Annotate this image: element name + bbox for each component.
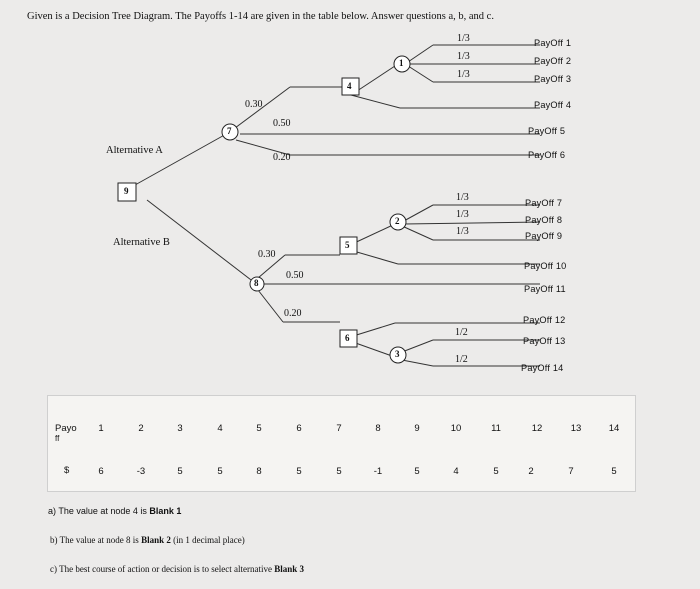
prob-1b: 1/3 (457, 51, 470, 62)
table-value-4: 5 (217, 466, 223, 477)
payoff-label-11: PayOff 11 (524, 284, 566, 294)
payoff-label-13: PayOff 13 (523, 336, 566, 346)
alternative-b-label: Alternative B (113, 237, 170, 248)
table-value-11: 5 (493, 466, 499, 477)
prob-8a: 0.30 (258, 249, 276, 260)
node-4-label: 4 (347, 81, 352, 91)
question-header: Given is a Decision Tree Diagram. The Payoffs 1-14 are given in the table below. Answer questions a, b, and c. (27, 11, 494, 22)
node-9-label: 9 (124, 186, 129, 196)
prob-2c: 1/3 (456, 226, 469, 237)
table-index-10: 10 (450, 423, 462, 434)
table-value-7: 5 (336, 466, 342, 477)
payoff-label-6: PayOff 6 (528, 150, 566, 160)
table-index-11: 11 (491, 423, 501, 434)
table-value-1: 6 (98, 466, 104, 477)
branch-4-payoff4 (351, 95, 400, 108)
table-value-9: 5 (414, 466, 420, 477)
node-5-label: 5 (345, 240, 350, 250)
table-index-4: 4 (217, 423, 223, 434)
table-value-10: 4 (453, 466, 459, 477)
blank-2[interactable]: Blank 2 (141, 535, 171, 545)
prob-1c: 1/3 (457, 69, 470, 80)
payoff-label-5: PayOff 5 (528, 126, 566, 136)
table-index-5: 5 (256, 423, 262, 434)
payoff-label-3: PayOff 3 (534, 74, 572, 84)
table-index-3: 3 (177, 423, 183, 434)
blank-1[interactable]: Blank 1 (149, 506, 182, 516)
table-index-13: 13 (570, 423, 582, 434)
prob-2a: 1/3 (456, 192, 469, 203)
question-c: c) The best course of action or decision is to select alternative Blank 3 (50, 564, 305, 574)
payoff-table (47, 395, 636, 492)
table-index-2: 2 (138, 423, 144, 434)
question-b: b) The value at node 8 is Blank 2 (in 1 decimal place) (50, 535, 245, 545)
payoff-label-4: PayOff 4 (534, 100, 572, 110)
prob-1a: 1/3 (457, 33, 470, 44)
table-value-13: 7 (568, 466, 574, 477)
node-7-label: 7 (227, 126, 232, 136)
payoff-label-12: PayOff 12 (523, 315, 566, 325)
table-value-6: 5 (296, 466, 302, 477)
table-row-label-dollar: $ (64, 465, 70, 476)
prob-7b: 0.50 (273, 118, 291, 129)
table-value-5: 8 (256, 466, 262, 477)
prob-2b: 1/3 (456, 209, 469, 220)
prob-7a: 0.30 (245, 99, 263, 110)
table-index-6: 6 (296, 423, 302, 434)
blank-3[interactable]: Blank 3 (274, 564, 305, 574)
table-index-9: 9 (414, 423, 420, 434)
node-3-label: 3 (395, 349, 400, 359)
table-row-label-payoff: Payo ff (55, 423, 77, 443)
question-a: a) The value at node 4 is Blank 1 (48, 506, 182, 516)
table-value-12: 2 (528, 466, 534, 477)
payoff-label-9: PayOff 9 (525, 231, 563, 241)
table-index-7: 7 (336, 423, 342, 434)
table-index-14: 14 (608, 423, 620, 434)
prob-3b: 1/2 (455, 354, 468, 365)
payoff-label-8: PayOff 8 (525, 215, 563, 225)
payoff-label-7: PayOff 7 (525, 198, 563, 208)
node-8-label: 8 (254, 278, 259, 288)
alternative-a-label: Alternative A (106, 145, 163, 156)
node-1-label: 1 (399, 58, 404, 68)
prob-8c: 0.20 (284, 308, 302, 319)
table-value-2: -3 (136, 466, 146, 477)
table-index-8: 8 (375, 423, 381, 434)
table-index-12: 12 (531, 423, 543, 434)
table-index-1: 1 (98, 423, 104, 434)
branch-alternative-a (135, 133, 228, 185)
prob-8b: 0.50 (286, 270, 304, 281)
payoff-label-1: PayOff 1 (534, 38, 572, 48)
table-value-8: -1 (373, 466, 383, 477)
payoff-label-10: PayOff 10 (524, 261, 567, 271)
prob-7c: 0.20 (273, 152, 291, 163)
node-2-label: 2 (395, 216, 400, 226)
payoff-label-14: PayOff 14 (521, 363, 564, 373)
branch-8-020 (258, 290, 283, 322)
prob-3a: 1/2 (455, 327, 468, 338)
payoff-label-2: PayOff 2 (534, 56, 572, 66)
node-6-label: 6 (345, 333, 350, 343)
table-value-14: 5 (611, 466, 617, 477)
table-value-3: 5 (177, 466, 183, 477)
